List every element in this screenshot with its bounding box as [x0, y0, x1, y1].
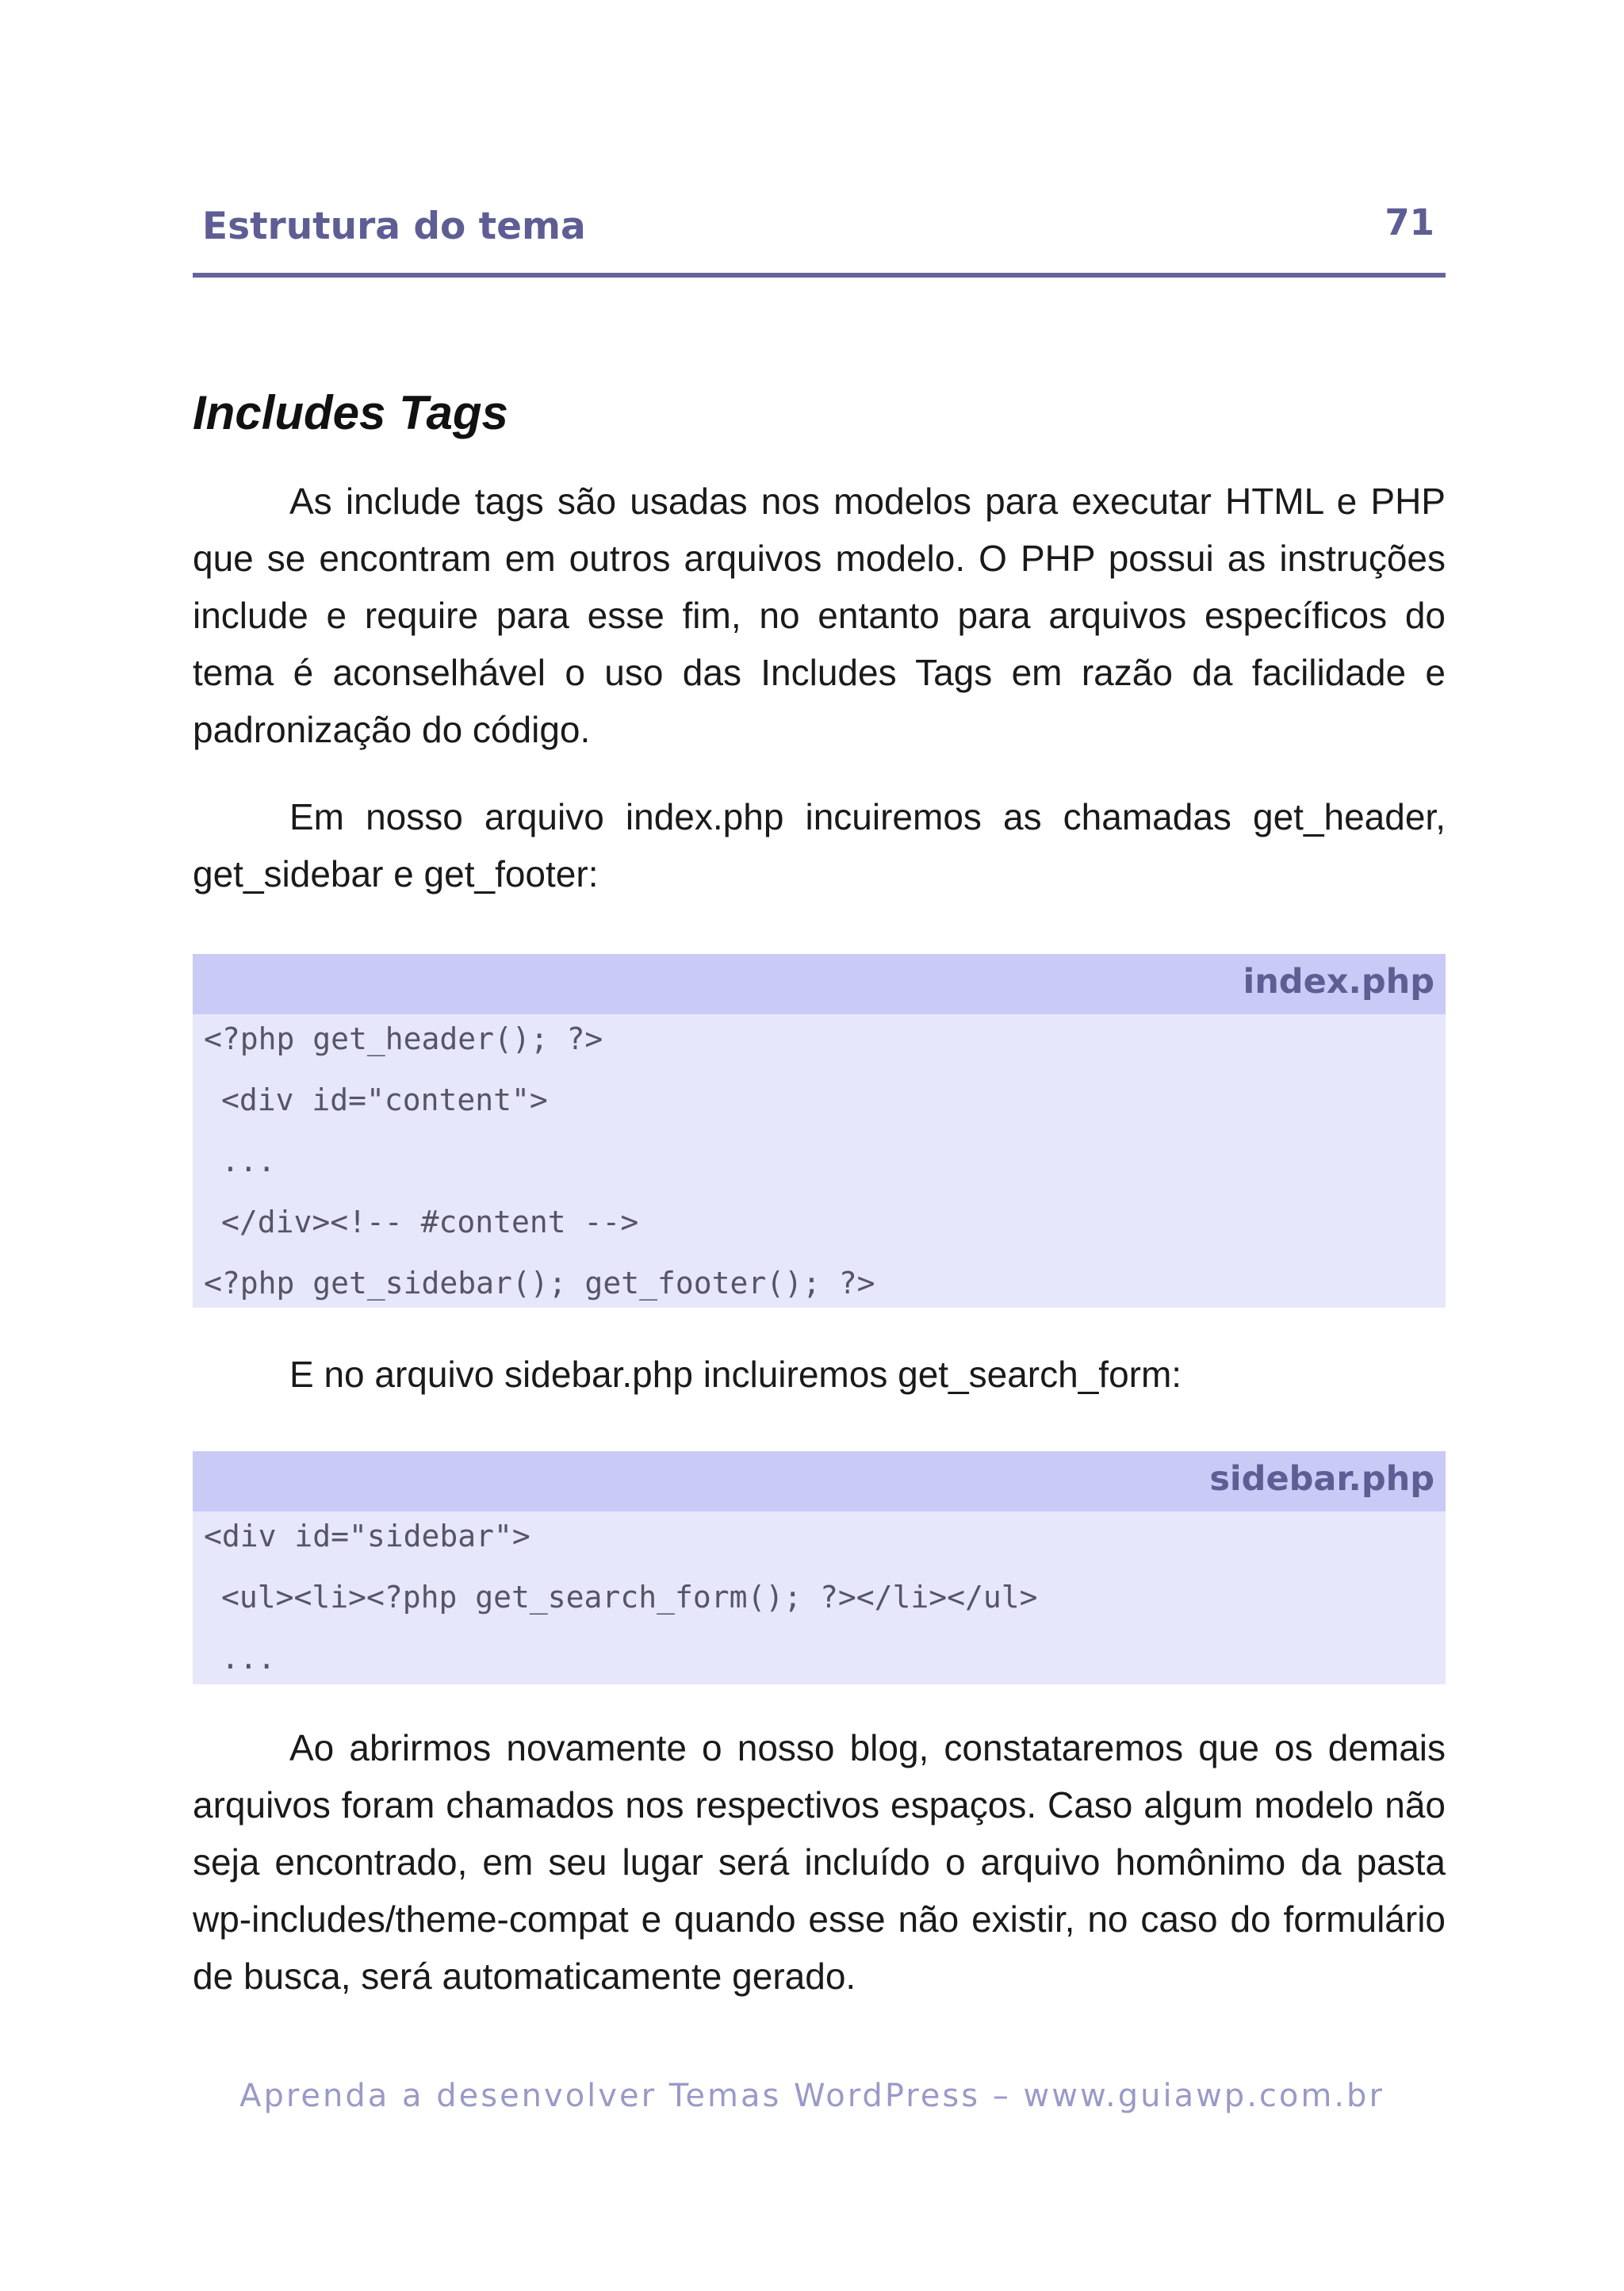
code-line: </div><!-- #content -->	[221, 1205, 639, 1239]
paragraph-intro: As include tags são usadas nos modelos para executar HTML e PHP que se encontram em outros arquivos modelo. O PHP possui as instruções include e require para esse fim, no entanto para arquivos específicos do tema é aconselhável o uso das Includes Tags em razão da facilidade e padronização do código.	[193, 481, 1446, 750]
code-block-sidebar-php	[193, 1451, 1446, 1684]
paragraph-index-php: Em nosso arquivo index.php incuiremos as chamadas get_header, get_sidebar e get_footer:	[193, 796, 1446, 895]
code-line: <div id="content">	[221, 1082, 548, 1117]
code-block-index-php	[193, 954, 1446, 1308]
page-number: 71	[1385, 201, 1434, 243]
code-line: <ul><li><?php get_search_form(); ?></li></ul>	[221, 1580, 1038, 1615]
paragraph-conclusion: Ao abrirmos novamente o nosso blog, constataremos que os demais arquivos foram chamados nos respectivos espaços. Caso algum modelo não seja encontrado, em seu lugar será incluído o arquivo homônimo da pasta wp-includes/theme-compat e quando esse não existir, no caso do formulário de busca, será automaticamente gerado.	[193, 1727, 1446, 1997]
code-line: <div id="sidebar">	[204, 1519, 530, 1554]
code-block-header	[193, 954, 1446, 1014]
code-filename: index.php	[1243, 962, 1434, 1002]
page-header	[193, 190, 1446, 278]
code-line: <?php get_header(); ?>	[204, 1021, 603, 1056]
code-line: <?php get_sidebar(); get_footer(); ?>	[204, 1266, 875, 1301]
code-filename: sidebar.php	[1209, 1459, 1434, 1499]
code-line: ...	[221, 1641, 276, 1676]
code-line: ...	[221, 1144, 276, 1178]
section-title: Includes Tags	[193, 386, 508, 439]
paragraph-sidebar-php: E no arquivo sidebar.php incluiremos get_search_form:	[289, 1354, 1182, 1395]
page-footer: Aprenda a desenvolver Temas WordPress – www.guiawp.com.br	[239, 2078, 1385, 2114]
code-block-header	[193, 1451, 1446, 1511]
chapter-title: Estrutura do tema	[202, 205, 586, 248]
